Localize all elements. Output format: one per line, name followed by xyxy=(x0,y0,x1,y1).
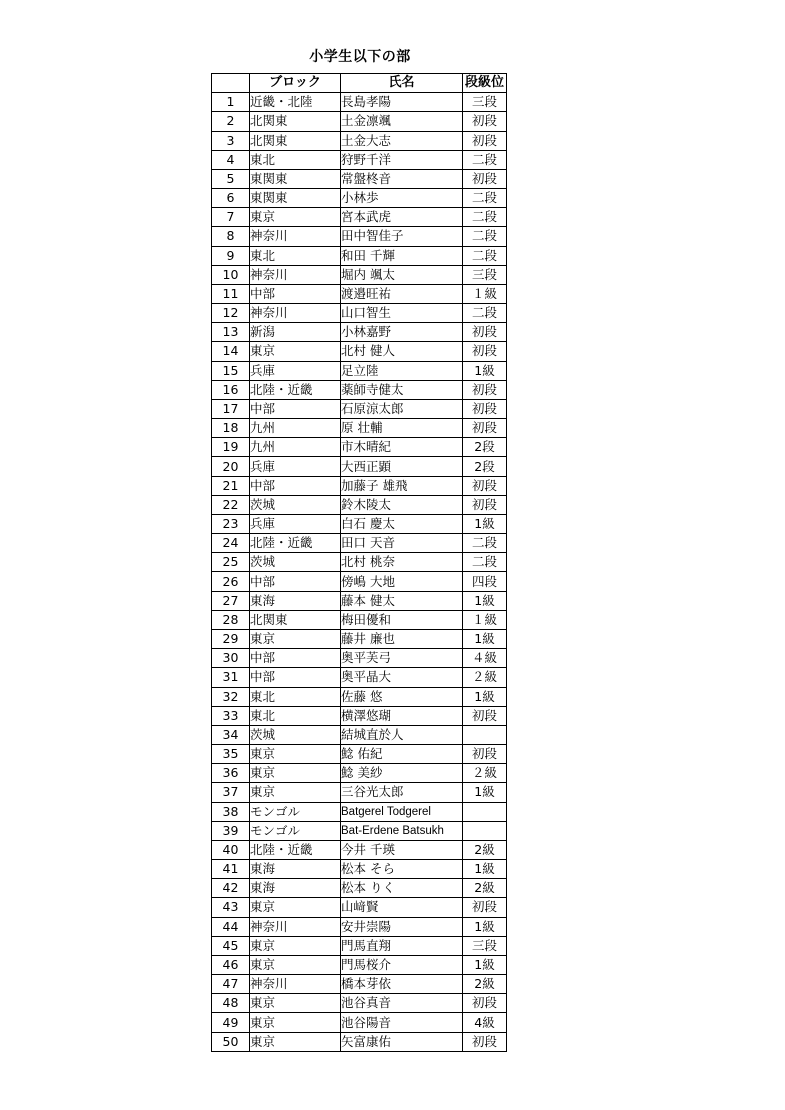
table-row xyxy=(212,706,507,725)
row-number: 33 xyxy=(212,706,250,725)
row-name: 門馬桜介 xyxy=(341,955,463,974)
row-rank: 初段 xyxy=(463,380,507,399)
row-number: 17 xyxy=(212,399,250,418)
row-number: 46 xyxy=(212,955,250,974)
row-name: 加藤子 雄飛 xyxy=(341,476,463,495)
table-row xyxy=(212,227,507,246)
row-number: 39 xyxy=(212,821,250,840)
row-block: 中部 xyxy=(250,649,341,668)
row-rank: 初段 xyxy=(463,476,507,495)
table-row xyxy=(212,208,507,227)
table-row xyxy=(212,994,507,1013)
row-block: 東関東 xyxy=(250,169,341,188)
table-row xyxy=(212,783,507,802)
row-block: 北関東 xyxy=(250,610,341,629)
row-rank xyxy=(463,725,507,744)
row-block: 北陸・近畿 xyxy=(250,840,341,859)
row-name: 今井 千瑛 xyxy=(341,840,463,859)
row-rank: 二段 xyxy=(463,208,507,227)
row-name: 和田 千輝 xyxy=(341,246,463,265)
row-name: 奥平晶大 xyxy=(341,668,463,687)
row-rank: 初段 xyxy=(463,898,507,917)
row-name: 小林歩 xyxy=(341,189,463,208)
row-rank: 初段 xyxy=(463,745,507,764)
row-number: 13 xyxy=(212,323,250,342)
row-rank: 1級 xyxy=(463,514,507,533)
table-row xyxy=(212,361,507,380)
row-block: 北関東 xyxy=(250,112,341,131)
table-row xyxy=(212,764,507,783)
row-rank: 二段 xyxy=(463,553,507,572)
table-body xyxy=(212,93,507,1052)
row-rank: 初段 xyxy=(463,131,507,150)
row-rank: 1級 xyxy=(463,955,507,974)
row-name: 田口 天音 xyxy=(341,534,463,553)
row-rank: 初段 xyxy=(463,399,507,418)
row-block: 東京 xyxy=(250,1032,341,1051)
row-block: 兵庫 xyxy=(250,514,341,533)
row-block: 神奈川 xyxy=(250,975,341,994)
header-block: ブロック xyxy=(250,74,341,93)
row-rank: 初段 xyxy=(463,994,507,1013)
row-number: 25 xyxy=(212,553,250,572)
row-block: 茨城 xyxy=(250,495,341,514)
row-number: 19 xyxy=(212,438,250,457)
row-number: 44 xyxy=(212,917,250,936)
table-row xyxy=(212,687,507,706)
row-block: 新潟 xyxy=(250,323,341,342)
row-block: 九州 xyxy=(250,419,341,438)
table-row xyxy=(212,840,507,859)
row-name: 安井崇陽 xyxy=(341,917,463,936)
row-name: 藤本 健太 xyxy=(341,591,463,610)
table-row xyxy=(212,112,507,131)
row-block: 神奈川 xyxy=(250,227,341,246)
row-block: 中部 xyxy=(250,476,341,495)
row-rank xyxy=(463,802,507,821)
row-number: 41 xyxy=(212,860,250,879)
row-rank: 2級 xyxy=(463,879,507,898)
row-name: 足立陸 xyxy=(341,361,463,380)
row-block: 東京 xyxy=(250,898,341,917)
row-name: 藤井 廉也 xyxy=(341,629,463,648)
table-row xyxy=(212,265,507,284)
row-block: 兵庫 xyxy=(250,361,341,380)
table-row xyxy=(212,725,507,744)
table-row xyxy=(212,304,507,323)
row-rank: 二段 xyxy=(463,304,507,323)
row-number: 8 xyxy=(212,227,250,246)
table-row xyxy=(212,169,507,188)
row-rank: 三段 xyxy=(463,936,507,955)
row-rank: 二段 xyxy=(463,534,507,553)
row-name: 傍嶋 大地 xyxy=(341,572,463,591)
table-row xyxy=(212,189,507,208)
row-name: 薬師寺健太 xyxy=(341,380,463,399)
row-number: 30 xyxy=(212,649,250,668)
row-name: Batgerel Todgerel xyxy=(341,802,463,821)
row-name: 鯰 佑紀 xyxy=(341,745,463,764)
row-block: 北陸・近畿 xyxy=(250,380,341,399)
row-rank: 初段 xyxy=(463,112,507,131)
table-row xyxy=(212,917,507,936)
row-name: 鯰 美紗 xyxy=(341,764,463,783)
row-name: 狩野千洋 xyxy=(341,150,463,169)
row-number: 5 xyxy=(212,169,250,188)
row-block: 東京 xyxy=(250,955,341,974)
row-block: 東京 xyxy=(250,764,341,783)
row-number: 24 xyxy=(212,534,250,553)
row-rank: 初段 xyxy=(463,169,507,188)
row-rank: 初段 xyxy=(463,1032,507,1051)
row-number: 43 xyxy=(212,898,250,917)
table-row xyxy=(212,131,507,150)
row-number: 16 xyxy=(212,380,250,399)
row-number: 10 xyxy=(212,265,250,284)
table-row xyxy=(212,879,507,898)
row-rank: 初段 xyxy=(463,706,507,725)
row-rank: 二段 xyxy=(463,227,507,246)
row-rank: 1級 xyxy=(463,687,507,706)
row-name: 橋本芽依 xyxy=(341,975,463,994)
row-rank: ２級 xyxy=(463,764,507,783)
row-name: 堀内 颯太 xyxy=(341,265,463,284)
roster-table xyxy=(211,73,507,1052)
row-name: 渡邉旺祐 xyxy=(341,284,463,303)
table-row xyxy=(212,898,507,917)
row-rank: 1級 xyxy=(463,361,507,380)
row-name: 横澤悠瑚 xyxy=(341,706,463,725)
row-block: 東京 xyxy=(250,745,341,764)
row-name: 結城直於人 xyxy=(341,725,463,744)
table-row xyxy=(212,745,507,764)
row-rank: 三段 xyxy=(463,93,507,112)
row-rank: 2級 xyxy=(463,975,507,994)
row-number: 29 xyxy=(212,629,250,648)
table-row xyxy=(212,380,507,399)
row-number: 32 xyxy=(212,687,250,706)
row-block: 神奈川 xyxy=(250,304,341,323)
row-name: 池谷真音 xyxy=(341,994,463,1013)
row-number: 35 xyxy=(212,745,250,764)
row-number: 12 xyxy=(212,304,250,323)
row-name: 山口智生 xyxy=(341,304,463,323)
table-row xyxy=(212,284,507,303)
row-block: 東京 xyxy=(250,208,341,227)
table-row xyxy=(212,668,507,687)
row-block: 近畿・北陸 xyxy=(250,93,341,112)
row-block: 東京 xyxy=(250,342,341,361)
row-rank: 四段 xyxy=(463,572,507,591)
row-name: 長島孝陽 xyxy=(341,93,463,112)
row-block: 中部 xyxy=(250,572,341,591)
row-rank: 1級 xyxy=(463,591,507,610)
table-row xyxy=(212,323,507,342)
row-number: 15 xyxy=(212,361,250,380)
row-name: 奥平芙弓 xyxy=(341,649,463,668)
table-row xyxy=(212,419,507,438)
row-block: 中部 xyxy=(250,399,341,418)
table-row xyxy=(212,246,507,265)
row-rank xyxy=(463,821,507,840)
table-row xyxy=(212,1013,507,1032)
row-block: 兵庫 xyxy=(250,457,341,476)
row-rank: 2段 xyxy=(463,457,507,476)
table-row xyxy=(212,955,507,974)
row-number: 6 xyxy=(212,189,250,208)
table-row xyxy=(212,553,507,572)
table-row xyxy=(212,821,507,840)
row-rank: 初段 xyxy=(463,323,507,342)
row-name: 北村 健人 xyxy=(341,342,463,361)
row-number: 50 xyxy=(212,1032,250,1051)
row-rank: 初段 xyxy=(463,419,507,438)
row-block: 東北 xyxy=(250,150,341,169)
row-number: 27 xyxy=(212,591,250,610)
row-name: 鈴木陵太 xyxy=(341,495,463,514)
row-number: 42 xyxy=(212,879,250,898)
row-number: 14 xyxy=(212,342,250,361)
table-row xyxy=(212,936,507,955)
row-name: 梅田優和 xyxy=(341,610,463,629)
row-block: 東海 xyxy=(250,860,341,879)
row-block: 東関東 xyxy=(250,189,341,208)
row-block: 東京 xyxy=(250,994,341,1013)
row-rank: １級 xyxy=(463,610,507,629)
row-rank: 2級 xyxy=(463,840,507,859)
table-row xyxy=(212,975,507,994)
row-number: 37 xyxy=(212,783,250,802)
row-block: 東京 xyxy=(250,1013,341,1032)
row-block: 東京 xyxy=(250,629,341,648)
row-name: 常盤柊音 xyxy=(341,169,463,188)
row-rank: ２級 xyxy=(463,668,507,687)
header-num xyxy=(212,74,250,93)
row-number: 31 xyxy=(212,668,250,687)
row-block: モンゴル xyxy=(250,802,341,821)
row-number: 4 xyxy=(212,150,250,169)
row-name: 松本 そら xyxy=(341,860,463,879)
row-block: 東北 xyxy=(250,687,341,706)
table-row xyxy=(212,93,507,112)
row-number: 23 xyxy=(212,514,250,533)
table-row xyxy=(212,860,507,879)
row-block: 東北 xyxy=(250,246,341,265)
table-row xyxy=(212,476,507,495)
row-name: 松本 りく xyxy=(341,879,463,898)
row-rank: 1級 xyxy=(463,860,507,879)
row-block: 東海 xyxy=(250,879,341,898)
row-block: 東海 xyxy=(250,591,341,610)
row-rank: 1級 xyxy=(463,783,507,802)
table-row xyxy=(212,572,507,591)
row-block: 茨城 xyxy=(250,553,341,572)
row-name: Bat-Erdene Batsukh xyxy=(341,821,463,840)
row-name: 北村 桃奈 xyxy=(341,553,463,572)
row-number: 7 xyxy=(212,208,250,227)
table-row xyxy=(212,802,507,821)
row-name: 矢富康佑 xyxy=(341,1032,463,1051)
row-name: 佐藤 悠 xyxy=(341,687,463,706)
row-block: モンゴル xyxy=(250,821,341,840)
row-block: 中部 xyxy=(250,284,341,303)
table-row xyxy=(212,457,507,476)
row-rank: 二段 xyxy=(463,150,507,169)
table-header-row xyxy=(212,74,507,93)
row-rank: 4級 xyxy=(463,1013,507,1032)
row-block: 九州 xyxy=(250,438,341,457)
table-row xyxy=(212,1032,507,1051)
row-name: 田中智佳子 xyxy=(341,227,463,246)
row-name: 白石 慶太 xyxy=(341,514,463,533)
row-name: 山﨑賢 xyxy=(341,898,463,917)
row-block: 東北 xyxy=(250,706,341,725)
row-number: 47 xyxy=(212,975,250,994)
row-block: 東京 xyxy=(250,783,341,802)
row-number: 45 xyxy=(212,936,250,955)
row-name: 三谷光太郎 xyxy=(341,783,463,802)
row-rank: 初段 xyxy=(463,342,507,361)
table-row xyxy=(212,495,507,514)
row-number: 20 xyxy=(212,457,250,476)
row-name: 原 壮輔 xyxy=(341,419,463,438)
row-name: 池谷陽音 xyxy=(341,1013,463,1032)
row-number: 21 xyxy=(212,476,250,495)
table-row xyxy=(212,610,507,629)
row-rank: １級 xyxy=(463,284,507,303)
table-row xyxy=(212,534,507,553)
row-number: 40 xyxy=(212,840,250,859)
row-rank: ４級 xyxy=(463,649,507,668)
row-number: 38 xyxy=(212,802,250,821)
row-number: 11 xyxy=(212,284,250,303)
row-rank: 2段 xyxy=(463,438,507,457)
row-name: 土金凛颯 xyxy=(341,112,463,131)
table-row xyxy=(212,438,507,457)
row-rank: 二段 xyxy=(463,189,507,208)
row-number: 3 xyxy=(212,131,250,150)
header-rank: 段級位 xyxy=(463,74,507,93)
row-number: 49 xyxy=(212,1013,250,1032)
row-number: 2 xyxy=(212,112,250,131)
row-block: 神奈川 xyxy=(250,917,341,936)
row-number: 28 xyxy=(212,610,250,629)
row-number: 9 xyxy=(212,246,250,265)
row-rank: 1級 xyxy=(463,629,507,648)
row-block: 中部 xyxy=(250,668,341,687)
row-name: 土金大志 xyxy=(341,131,463,150)
row-number: 34 xyxy=(212,725,250,744)
row-name: 小林嘉野 xyxy=(341,323,463,342)
table-row xyxy=(212,150,507,169)
table-row xyxy=(212,629,507,648)
row-block: 茨城 xyxy=(250,725,341,744)
row-number: 18 xyxy=(212,419,250,438)
header-name: 氏名 xyxy=(341,74,463,93)
row-name: 石原涼太郎 xyxy=(341,399,463,418)
row-name: 市木晴紀 xyxy=(341,438,463,457)
table-row xyxy=(212,399,507,418)
row-name: 門馬直翔 xyxy=(341,936,463,955)
table-row xyxy=(212,514,507,533)
row-rank: 1級 xyxy=(463,917,507,936)
row-block: 東京 xyxy=(250,936,341,955)
row-rank: 三段 xyxy=(463,265,507,284)
row-number: 26 xyxy=(212,572,250,591)
row-rank: 初段 xyxy=(463,495,507,514)
row-rank: 二段 xyxy=(463,246,507,265)
row-number: 48 xyxy=(212,994,250,1013)
table-row xyxy=(212,342,507,361)
row-name: 宮本武虎 xyxy=(341,208,463,227)
row-name: 大西正顕 xyxy=(341,457,463,476)
table-row xyxy=(212,591,507,610)
page-title: 小学生以下の部 xyxy=(309,49,411,65)
row-block: 北陸・近畿 xyxy=(250,534,341,553)
row-number: 22 xyxy=(212,495,250,514)
row-block: 神奈川 xyxy=(250,265,341,284)
table-row xyxy=(212,649,507,668)
row-number: 36 xyxy=(212,764,250,783)
row-number: 1 xyxy=(212,93,250,112)
row-block: 北関東 xyxy=(250,131,341,150)
